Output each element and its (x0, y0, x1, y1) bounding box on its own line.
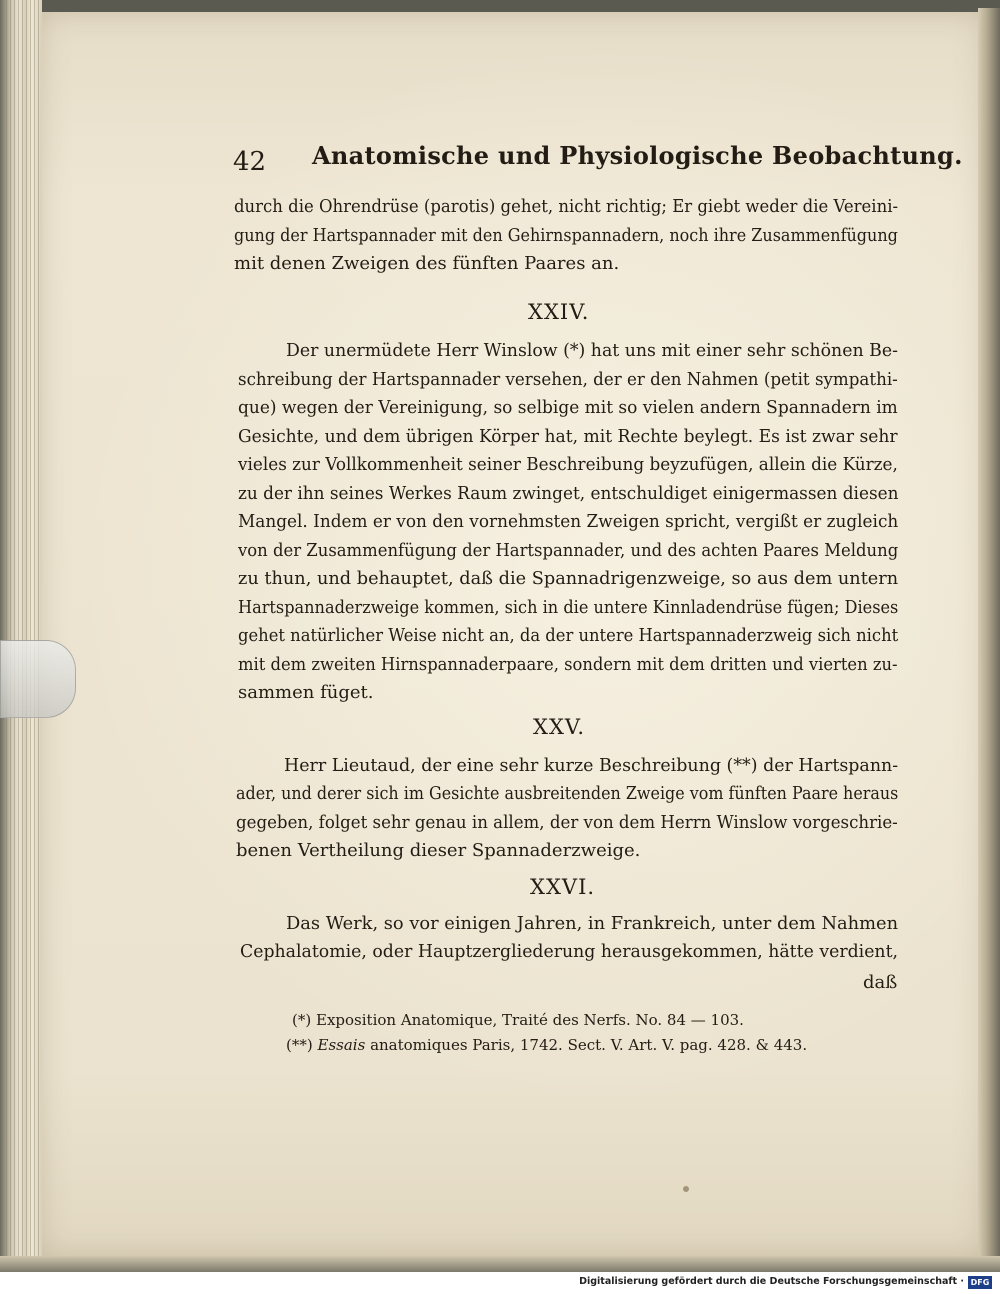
footnote (292, 1011, 744, 1029)
text-line: sammen füget. (238, 682, 374, 703)
text-line: benen Vertheilung dieser Spannaderzweige. (236, 840, 641, 861)
text-line: schreibung der Hartspannader versehen, der er den Nahmen (petit sympathi- (238, 369, 898, 390)
footnote-mark: (**) (286, 1036, 313, 1054)
text-line: zu thun, und behauptet, daß die Spannadrigenzweige, so aus dem untern (238, 568, 899, 589)
text-line: durch die Ohrendrüse (parotis) gehet, nicht richtig; Er giebt weder die Vereini- (234, 196, 899, 217)
text-line: zu der ihn seines Werkes Raum zwinget, entschuldiget einigermassen diesen (238, 483, 899, 504)
text-line: Herr Lieutaud, der eine sehr kurze Beschreibung (**) der Hartspann- (284, 755, 899, 776)
section-heading: XXIV. (528, 300, 590, 324)
running-title: Anatomische und Physiologische Beobachtung. (312, 141, 963, 170)
dfg-logo: DFG (968, 1276, 992, 1289)
text-line: Gesichte, und dem übrigen Körper hat, mit Rechte beylegt. Es ist zwar sehr (238, 426, 898, 447)
text-line: von der Zusammenfügung der Hartspannader, und des achten Paares Meldung (238, 540, 899, 561)
text-line: Der unermüdete Herr Winslow (*) hat uns mit einer sehr schönen Be- (286, 340, 898, 361)
footnote-mark: (*) (292, 1011, 312, 1029)
text-line: gegeben, folget sehr genau in allem, der von dem Herrn Winslow vorgeschrie- (236, 812, 898, 833)
text-line: ader, und derer sich im Gesichte ausbreitenden Zweige vom fünften Paare heraus (236, 783, 899, 804)
footnote-text: anatomiques Paris, 1742. Sect. V. Art. V. pag. 428. & 443. (365, 1036, 808, 1054)
footnote (286, 1036, 807, 1054)
text-line: mit dem zweiten Hirnspannaderpaare, sondern mit dem dritten und vierten zu- (238, 654, 898, 675)
page-number: 42 (233, 147, 267, 177)
catchword: daß (863, 972, 898, 993)
funding-credit: Digitalisierung gefördert durch die Deutsche Forschungsgemeinschaft · (579, 1276, 964, 1287)
section-heading: XXV. (533, 715, 586, 739)
section-heading: XXVI. (530, 875, 596, 899)
text-line: gung der Hartspannader mit den Gehirnspannadern, noch ihre Zusammenfügung (234, 225, 898, 246)
text-line: Hartspannaderzweige kommen, sich in die untere Kinnladendrüse fügen; Dieses (238, 597, 899, 618)
text-line: vieles zur Vollkommenheit seiner Beschreibung beyzufügen, allein die Kürze, (238, 454, 898, 475)
text-line: Cephalatomie, oder Hauptzergliederung herausgekommen, hätte verdient, (240, 941, 899, 962)
text-line: gehet natürlicher Weise nicht an, da der untere Hartspannaderzweig sich nicht (238, 625, 899, 646)
text-line: mit denen Zweigen des fünften Paares an. (234, 253, 620, 274)
text-line: Mangel. Indem er von den vornehmsten Zweigen spricht, vergißt er zugleich (238, 511, 899, 532)
text-line: que) wegen der Vereinigung, so selbige mit so vielen andern Spannadern im (238, 397, 898, 418)
footnote-text: Exposition Anatomique, Traité des Nerfs. No. 84 — 103. (316, 1011, 744, 1029)
text-line: Das Werk, so vor einigen Jahren, in Frankreich, unter dem Nahmen (286, 913, 899, 934)
footnote-emphasis: Essais (317, 1036, 366, 1054)
